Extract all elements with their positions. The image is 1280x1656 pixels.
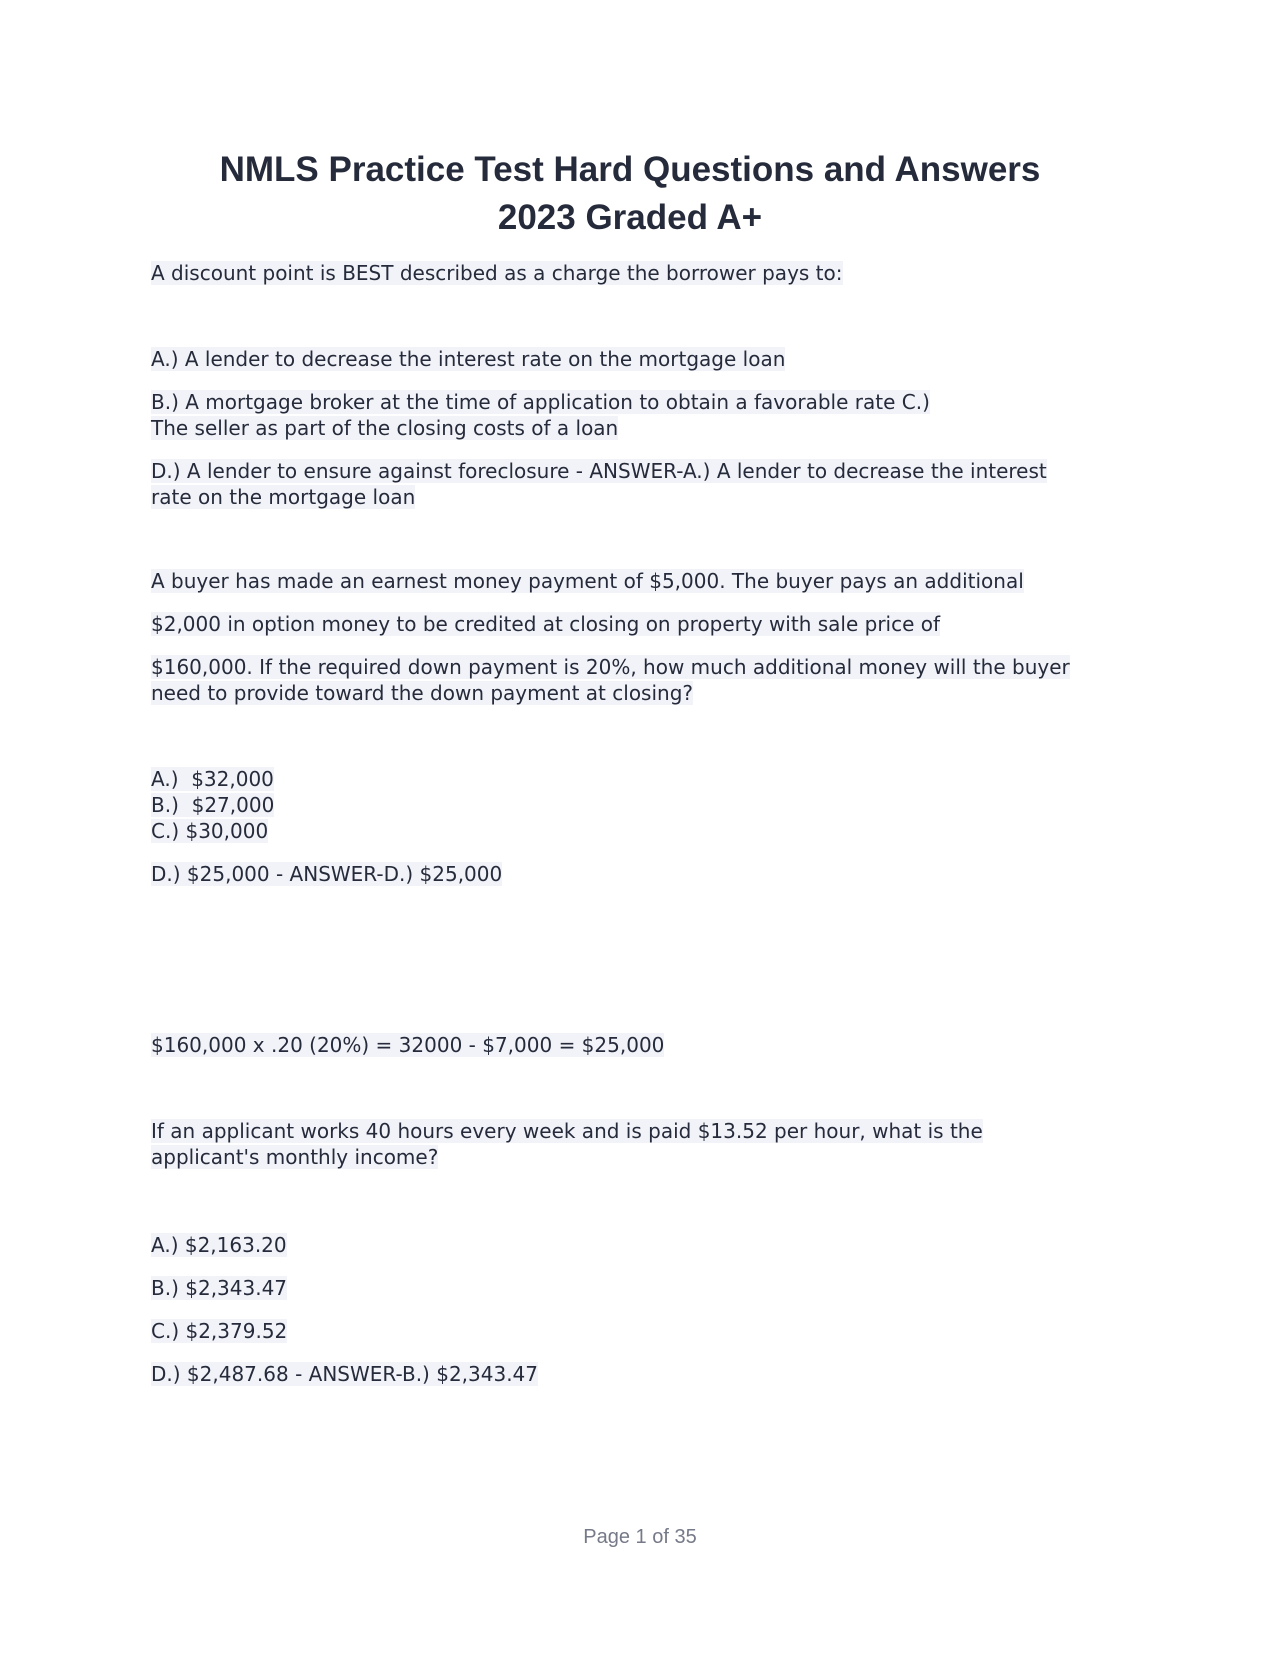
page-number-footer: Page 1 of 35 [583,1526,697,1548]
q2-explanation: $160,000 x .20 (20%) = 32000 - $7,000 = $25,000 [151,1033,665,1057]
q2-option-b: B.) $27,000 [151,793,275,817]
q2-option-d: D.) $25,000 - ANSWER-D.) $25,000 [151,862,503,886]
q2-stem-line-2: $2,000 in option money to be credited at closing on property with sale price of [151,612,941,636]
q1-option-b-line-1: B.) A mortgage broker at the time of application to obtain a favorable rate C.) [151,390,930,414]
q1-option-d-line-2: rate on the mortgage loan [151,485,416,509]
q3-option-a: A.) $2,163.20 [151,1233,287,1257]
q3-option-c: C.) $2,379.52 [151,1319,288,1343]
q3-stem-line-1: If an applicant works 40 hours every week and is paid $13.52 per hour, what is the [151,1119,983,1143]
q1-option-d-line-1: D.) A lender to ensure against foreclosure - ANSWER-A.) A lender to decrease the interest [151,459,1047,483]
q2-stem-line-3: $160,000. If the required down payment is 20%, how much additional money will the buyer [151,655,1070,679]
q2-option-a: A.) $32,000 [151,767,274,791]
q3-option-d: D.) $2,487.68 - ANSWER-B.) $2,343.47 [151,1362,539,1386]
q2-option-c: C.) $30,000 [151,819,269,843]
q1-stem: A discount point is BEST described as a charge the borrower pays to: [151,261,843,285]
q2-stem-line-1: A buyer has made an earnest money payment of $5,000. The buyer pays an additional [151,569,1024,593]
title-line-1: NMLS Practice Test Hard Questions and Answers [219,150,1041,189]
q1-option-a: A.) A lender to decrease the interest rate on the mortgage loan [151,347,786,371]
q2-stem-line-4: need to provide toward the down payment at closing? [151,681,694,705]
q1-option-b-line-2: The seller as part of the closing costs of a loan [151,416,619,440]
q3-option-b: B.) $2,343.47 [151,1276,288,1300]
document-title [150,146,1110,242]
title-line-2: 2023 Graded A+ [497,198,763,237]
q3-stem-line-2: applicant's monthly income? [151,1145,439,1169]
